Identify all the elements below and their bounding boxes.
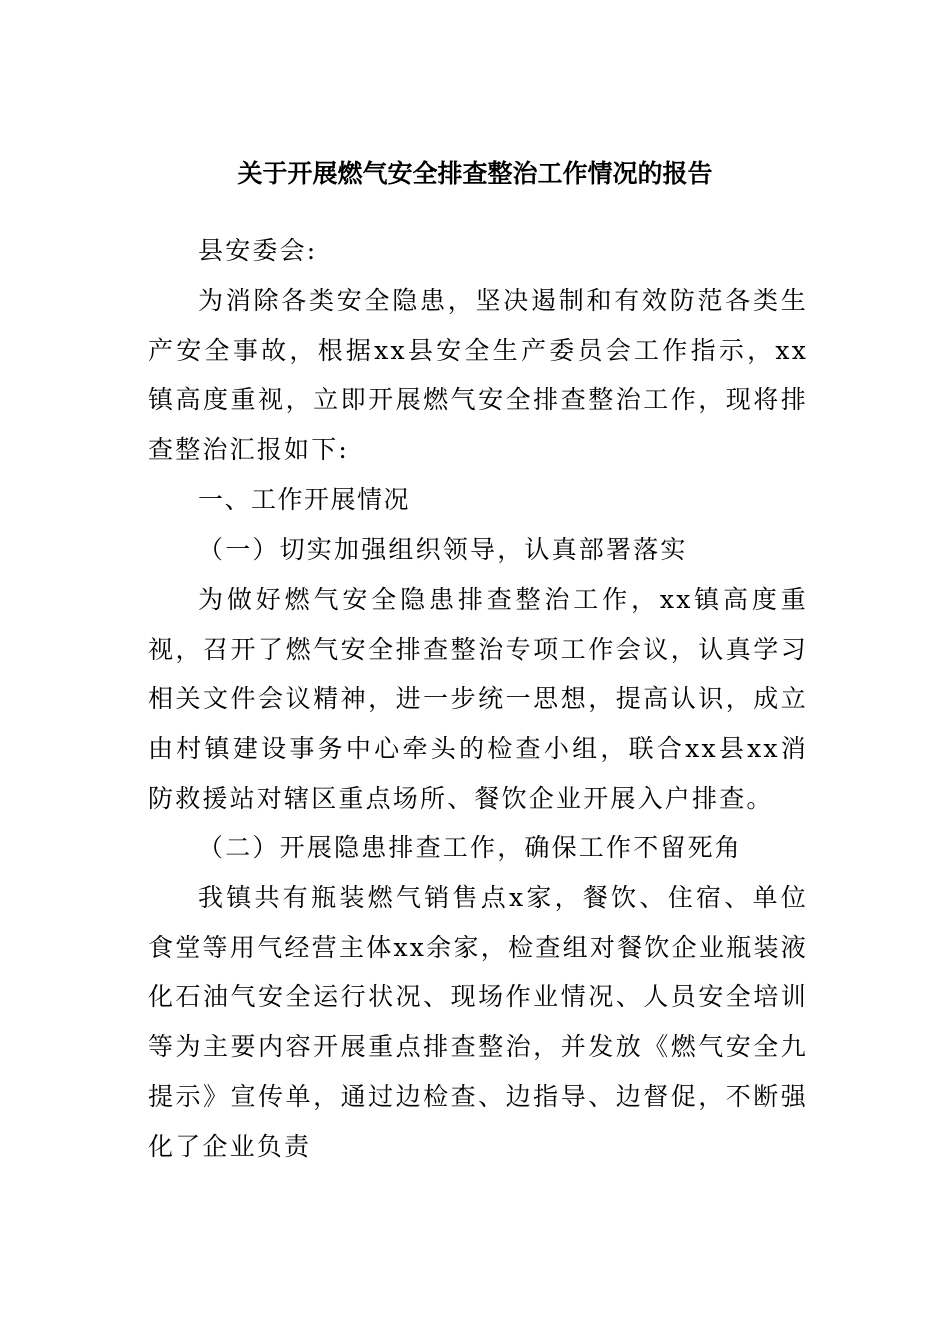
document-title: 关于开展燃气安全排查整治工作情况的报告 (237, 159, 713, 188)
intro-paragraph: 为消除各类安全隐患，坚决遏制和有效防范各类生产安全事故，根据xx县安全生产委员会工作指示，xx镇高度重视，立即开展燃气安全排查整治工作，现将排查整治汇报如下: (148, 286, 808, 465)
salutation: 县安委会: (198, 236, 318, 265)
subheading-hazard-inspection: （二）开展隐患排查工作，确保工作不留死角 (198, 833, 743, 862)
paragraph-organization-leadership: 为做好燃气安全隐患排查整治工作，xx镇高度重视，召开了燃气安全排查整治专项工作会议，认真学习相关文件会议精神，进一步统一思想，提高认识，成立由村镇建设事务中心牵头的检查小组，联合xx县xx消防救援站对辖区重点场所、餐饮企业开展入户排查。 (148, 585, 808, 813)
paragraph-hazard-inspection: 我镇共有瓶装燃气销售点x家，餐饮、住宿、单位食堂等用气经营主体xx余家，检查组对餐饮企业瓶装液化石油气安全运行状况、现场作业情况、人员安全培训等为主要内容开展重点排查整治，并发放《燃气安全九提示》宣传单，通过边检查、边指导、边督促，不断强化了企业负责 (148, 883, 808, 1161)
section-heading-work-progress: 一、工作开展情况 (198, 485, 411, 514)
subheading-organization-leadership: （一）切实加强组织领导，认真部署落实 (198, 535, 688, 564)
